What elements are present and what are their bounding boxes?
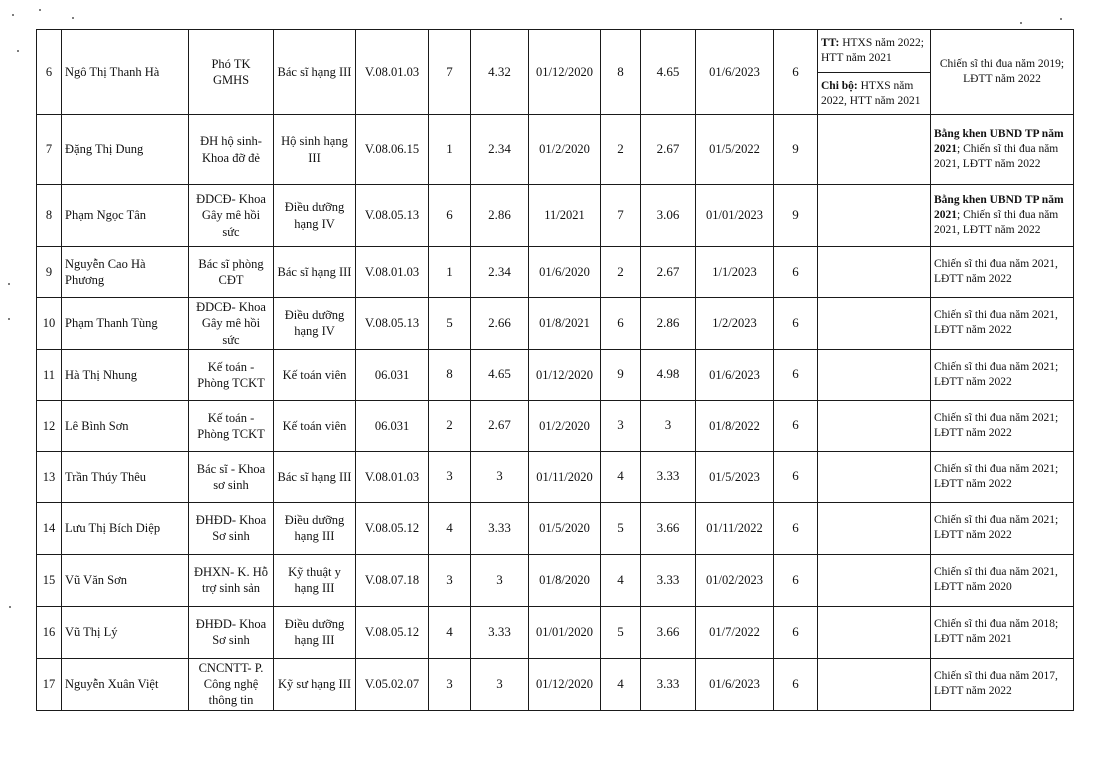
- professional-rank: Bác sĩ hạng III: [274, 451, 356, 502]
- employee-position: ĐDCĐ- Khoa Gây mê hồi sức: [189, 298, 274, 350]
- rank-code: V.08.07.18: [356, 554, 429, 606]
- professional-rank: Bác sĩ hạng III: [274, 247, 356, 298]
- new-coefficient: 3.06: [641, 185, 696, 247]
- professional-rank: Điều dưỡng hạng IV: [274, 298, 356, 350]
- table-row: [37, 400, 1074, 451]
- rank-code: V.08.05.13: [356, 185, 429, 247]
- new-coefficient: 3.33: [641, 451, 696, 502]
- new-step: 5: [601, 502, 641, 554]
- current-step: 3: [429, 451, 471, 502]
- new-step: 4: [601, 658, 641, 710]
- scan-speck: [17, 50, 19, 52]
- current-coefficient: 2.34: [471, 247, 529, 298]
- months-count: 6: [774, 349, 818, 400]
- new-date: 1/1/2023: [696, 247, 774, 298]
- employee-position: ĐH hộ sinh- Khoa đỡ đẻ: [189, 115, 274, 185]
- scan-speck: [39, 9, 41, 11]
- employee-position: ĐDCĐ- Khoa Gây mê hồi sức: [189, 185, 274, 247]
- awards-bold: Bằng khen UBND TP năm 2021: [934, 194, 1064, 222]
- current-coefficient: 3: [471, 451, 529, 502]
- party-evaluation-tt: [818, 30, 931, 73]
- row-number: 6: [37, 30, 62, 115]
- employee-name: Vũ Thị Lý: [62, 606, 189, 658]
- current-step: 1: [429, 247, 471, 298]
- employee-position: Kế toán - Phòng TCKT: [189, 349, 274, 400]
- current-date: 01/6/2020: [529, 247, 601, 298]
- table-row: [37, 298, 1074, 350]
- current-date: 01/12/2020: [529, 349, 601, 400]
- party-evaluation: [818, 185, 931, 247]
- months-count: 6: [774, 451, 818, 502]
- current-step: 4: [429, 502, 471, 554]
- professional-rank: Kế toán viên: [274, 349, 356, 400]
- professional-rank: Điều dưỡng hạng III: [274, 502, 356, 554]
- professional-rank: Kế toán viên: [274, 400, 356, 451]
- current-coefficient: 3: [471, 658, 529, 710]
- row-number: 16: [37, 606, 62, 658]
- scan-speck: [72, 17, 74, 19]
- employee-name: Trần Thúy Thêu: [62, 451, 189, 502]
- months-count: 6: [774, 658, 818, 710]
- rank-code: 06.031: [356, 349, 429, 400]
- awards-notes: [931, 115, 1074, 185]
- employee-position: Bác sĩ - Khoa sơ sinh: [189, 451, 274, 502]
- new-step: 4: [601, 554, 641, 606]
- party-evaluation: [818, 400, 931, 451]
- row-number: 9: [37, 247, 62, 298]
- employee-position: Phó TK GMHS: [189, 30, 274, 115]
- table-row: [37, 554, 1074, 606]
- new-date: 01/6/2023: [696, 658, 774, 710]
- new-coefficient: 4.65: [641, 30, 696, 115]
- current-step: 2: [429, 400, 471, 451]
- employee-position: ĐHĐD- Khoa Sơ sinh: [189, 502, 274, 554]
- current-date: 11/2021: [529, 185, 601, 247]
- scan-speck: [8, 283, 10, 285]
- party-evaluation: [818, 554, 931, 606]
- employee-name: Nguyễn Xuân Việt: [62, 658, 189, 710]
- current-step: 1: [429, 115, 471, 185]
- employee-name: Ngô Thị Thanh Hà: [62, 30, 189, 115]
- employee-name: Lê Bình Sơn: [62, 400, 189, 451]
- months-count: 9: [774, 185, 818, 247]
- months-count: 6: [774, 30, 818, 115]
- employee-position: ĐHXN- K. Hỗ trợ sinh sản: [189, 554, 274, 606]
- months-count: 6: [774, 298, 818, 350]
- current-coefficient: 2.67: [471, 400, 529, 451]
- professional-rank: Hộ sinh hạng III: [274, 115, 356, 185]
- awards-notes: Chiến sĩ thi đua năm 2021; LĐTT năm 2022: [931, 349, 1074, 400]
- current-date: 01/12/2020: [529, 658, 601, 710]
- rank-code: 06.031: [356, 400, 429, 451]
- awards-text: ; Chiến sĩ thi đua năm 2021, LĐTT năm 2022: [934, 209, 1059, 236]
- scan-speck: [8, 318, 10, 320]
- awards-notes: Chiến sĩ thi đua năm 2017, LĐTT năm 2022: [931, 658, 1074, 710]
- row-number: 7: [37, 115, 62, 185]
- current-step: 3: [429, 658, 471, 710]
- party-evaluation-cb-text: HTXS năm 2022, HTT năm 2021: [821, 79, 921, 107]
- row-number: 12: [37, 400, 62, 451]
- awards-notes: Chiến sĩ thi đua năm 2021; LĐTT năm 2022: [931, 451, 1074, 502]
- new-coefficient: 2.86: [641, 298, 696, 350]
- records-table: [36, 29, 1074, 711]
- party-evaluation: [818, 115, 931, 185]
- employee-position: CNCNTT- P. Công nghệ thông tin: [189, 658, 274, 710]
- new-step: 6: [601, 298, 641, 350]
- party-evaluation: [818, 298, 931, 350]
- party-evaluation: [818, 349, 931, 400]
- new-date: 01/11/2022: [696, 502, 774, 554]
- awards-notes: Chiến sĩ thi đua năm 2021; LĐTT năm 2022: [931, 400, 1074, 451]
- new-coefficient: 3.33: [641, 658, 696, 710]
- professional-rank: Điều dưỡng hạng III: [274, 606, 356, 658]
- rank-code: V.08.01.03: [356, 247, 429, 298]
- table-body: [37, 30, 1074, 711]
- rank-code: V.08.06.15: [356, 115, 429, 185]
- months-count: 6: [774, 502, 818, 554]
- table-row: [37, 185, 1074, 247]
- current-step: 4: [429, 606, 471, 658]
- employee-position: ĐHĐD- Khoa Sơ sinh: [189, 606, 274, 658]
- new-step: 8: [601, 30, 641, 115]
- scan-speck: [1020, 22, 1022, 24]
- new-date: 01/5/2023: [696, 451, 774, 502]
- row-number: 13: [37, 451, 62, 502]
- employee-position: Bác sĩ phòng CĐT: [189, 247, 274, 298]
- party-evaluation-tt-label: TT:: [821, 37, 840, 50]
- party-evaluation: [818, 247, 931, 298]
- row-number: 15: [37, 554, 62, 606]
- current-coefficient: 3.33: [471, 606, 529, 658]
- current-step: 3: [429, 554, 471, 606]
- new-step: 5: [601, 606, 641, 658]
- new-date: 01/6/2023: [696, 30, 774, 115]
- current-coefficient: 4.32: [471, 30, 529, 115]
- employee-name: Đặng Thị Dung: [62, 115, 189, 185]
- new-step: 2: [601, 115, 641, 185]
- current-coefficient: 3: [471, 554, 529, 606]
- months-count: 6: [774, 247, 818, 298]
- current-date: 01/01/2020: [529, 606, 601, 658]
- awards-notes: Chiến sĩ thi đua năm 2021, LĐTT năm 2022: [931, 298, 1074, 350]
- party-evaluation: [818, 606, 931, 658]
- rank-code: V.08.05.12: [356, 606, 429, 658]
- awards-notes: Chiến sĩ thi đua năm 2019; LĐTT năm 2022: [931, 30, 1074, 115]
- awards-notes: Chiến sĩ thi đua năm 2021, LĐTT năm 2022: [931, 247, 1074, 298]
- current-date: 01/5/2020: [529, 502, 601, 554]
- new-date: 01/6/2023: [696, 349, 774, 400]
- new-date: 01/7/2022: [696, 606, 774, 658]
- current-coefficient: 2.86: [471, 185, 529, 247]
- employee-name: Nguyễn Cao Hà Phương: [62, 247, 189, 298]
- awards-notes: Chiến sĩ thi đua năm 2018; LĐTT năm 2021: [931, 606, 1074, 658]
- employee-name: Vũ Văn Sơn: [62, 554, 189, 606]
- current-step: 7: [429, 30, 471, 115]
- table-row: [37, 502, 1074, 554]
- new-coefficient: 4.98: [641, 349, 696, 400]
- row-number: 10: [37, 298, 62, 350]
- new-coefficient: 3.66: [641, 606, 696, 658]
- new-coefficient: 3.33: [641, 554, 696, 606]
- scan-speck: [9, 606, 11, 608]
- row-number: 17: [37, 658, 62, 710]
- table-row: [37, 451, 1074, 502]
- awards-notes: Chiến sĩ thi đua năm 2021, LĐTT năm 2020: [931, 554, 1074, 606]
- party-evaluation: [818, 502, 931, 554]
- employee-name: Phạm Ngọc Tân: [62, 185, 189, 247]
- new-date: 01/01/2023: [696, 185, 774, 247]
- current-date: 01/11/2020: [529, 451, 601, 502]
- table-row: [37, 349, 1074, 400]
- table-row: [37, 606, 1074, 658]
- current-coefficient: 2.66: [471, 298, 529, 350]
- party-evaluation: [818, 658, 931, 710]
- awards-text: ; Chiến sĩ thi đua năm 2021, LĐTT năm 2022: [934, 143, 1059, 170]
- rank-code: V.08.01.03: [356, 451, 429, 502]
- months-count: 6: [774, 400, 818, 451]
- rank-code: V.08.05.13: [356, 298, 429, 350]
- rank-code: V.05.02.07: [356, 658, 429, 710]
- new-coefficient: 2.67: [641, 115, 696, 185]
- professional-rank: Kỹ thuật y hạng III: [274, 554, 356, 606]
- table-row: [37, 658, 1074, 710]
- row-number: 8: [37, 185, 62, 247]
- months-count: 9: [774, 115, 818, 185]
- new-coefficient: 2.67: [641, 247, 696, 298]
- current-coefficient: 2.34: [471, 115, 529, 185]
- new-date: 01/8/2022: [696, 400, 774, 451]
- new-coefficient: 3.66: [641, 502, 696, 554]
- professional-rank: Bác sĩ hạng III: [274, 30, 356, 115]
- new-step: 9: [601, 349, 641, 400]
- party-evaluation-tt-text: HTXS năm 2022; HTT năm 2021: [821, 37, 924, 64]
- rank-code: V.08.01.03: [356, 30, 429, 115]
- current-date: 01/12/2020: [529, 30, 601, 115]
- new-step: 3: [601, 400, 641, 451]
- current-date: 01/2/2020: [529, 400, 601, 451]
- new-date: 01/5/2022: [696, 115, 774, 185]
- current-date: 01/8/2021: [529, 298, 601, 350]
- employee-name: Lưu Thị Bích Diệp: [62, 502, 189, 554]
- new-step: 2: [601, 247, 641, 298]
- new-date: 01/02/2023: [696, 554, 774, 606]
- current-date: 01/2/2020: [529, 115, 601, 185]
- awards-bold: Bằng khen UBND TP năm 2021: [934, 128, 1064, 156]
- scan-speck: [12, 14, 14, 16]
- row-number: 14: [37, 502, 62, 554]
- table-row: [37, 247, 1074, 298]
- current-coefficient: 3.33: [471, 502, 529, 554]
- months-count: 6: [774, 554, 818, 606]
- party-evaluation-cb-label: Chi bộ:: [821, 79, 858, 92]
- new-step: 4: [601, 451, 641, 502]
- table-row: [37, 30, 1074, 73]
- employee-name: Phạm Thanh Tùng: [62, 298, 189, 350]
- months-count: 6: [774, 606, 818, 658]
- employee-name: Hà Thị Nhung: [62, 349, 189, 400]
- row-number: 11: [37, 349, 62, 400]
- employee-position: Kế toán - Phòng TCKT: [189, 400, 274, 451]
- new-coefficient: 3: [641, 400, 696, 451]
- current-step: 6: [429, 185, 471, 247]
- current-step: 8: [429, 349, 471, 400]
- current-coefficient: 4.65: [471, 349, 529, 400]
- new-step: 7: [601, 185, 641, 247]
- professional-rank: Điều dưỡng hạng IV: [274, 185, 356, 247]
- current-date: 01/8/2020: [529, 554, 601, 606]
- scan-speck: [1060, 18, 1062, 20]
- awards-notes: [931, 185, 1074, 247]
- rank-code: V.08.05.12: [356, 502, 429, 554]
- awards-notes: Chiến sĩ thi đua năm 2021; LĐTT năm 2022: [931, 502, 1074, 554]
- party-evaluation: [818, 451, 931, 502]
- new-date: 1/2/2023: [696, 298, 774, 350]
- table-row: [37, 115, 1074, 185]
- current-step: 5: [429, 298, 471, 350]
- professional-rank: Kỹ sư hạng III: [274, 658, 356, 710]
- party-evaluation-cb: [818, 73, 931, 115]
